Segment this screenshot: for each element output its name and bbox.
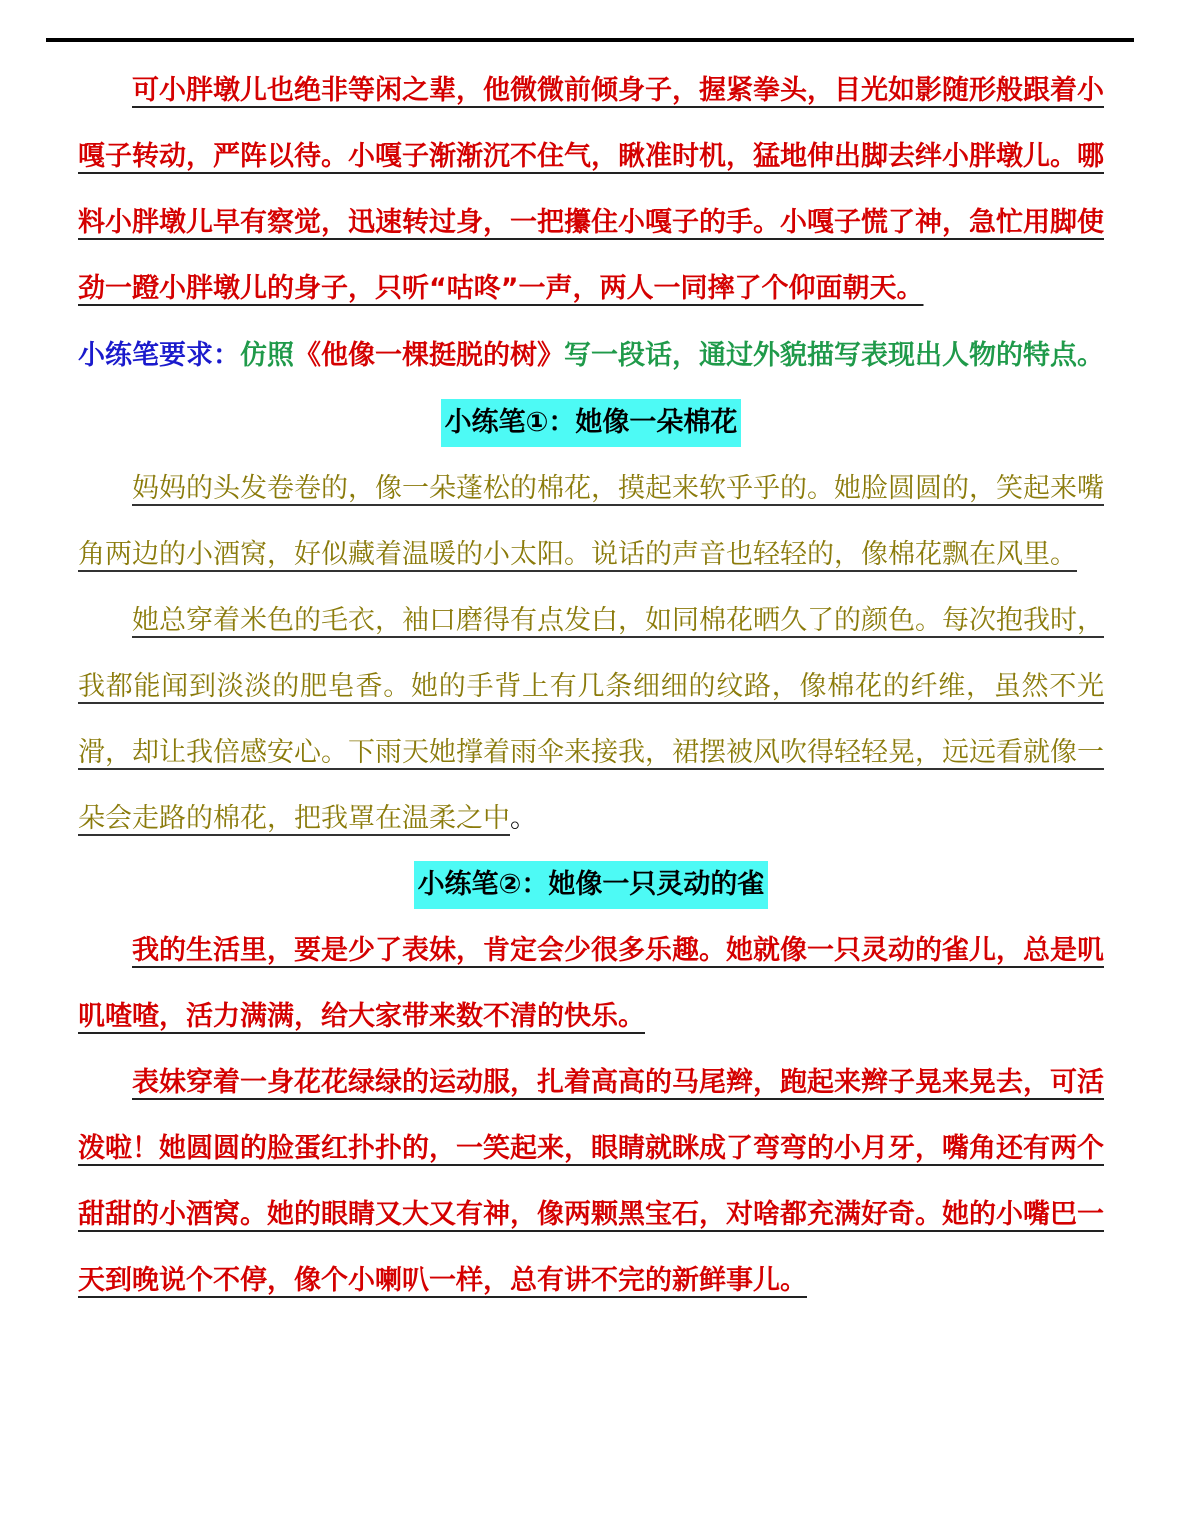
document-body bbox=[78, 58, 1104, 1314]
top-rule bbox=[46, 38, 1134, 42]
exercise2-paragraph-2-text: 表妹穿着一身花花绿绿的运动服，扎着高高的马尾辫，跑起来辫子晃来晃去，可活泼啦！她圆圆的脸蛋红扑扑的，一笑起来，眼睛就眯成了弯弯的小月牙，嘴角还有两个甜甜的小酒窝。她的眼睛又大又有神，像两颗黑宝石，对啥都充满好奇。她的小嘴巴一天到晚说个不停，像个小喇叭一样，总有讲不完的新鲜事儿。 bbox=[78, 1067, 1104, 1296]
exercise1-paragraph-2 bbox=[78, 588, 1104, 852]
exercise2-heading: 小练笔②：她像一只灵动的雀 bbox=[414, 861, 769, 909]
exercise1-paragraph-2-end: 。 bbox=[510, 803, 537, 834]
writing-requirement bbox=[78, 322, 1104, 390]
exercise1-paragraph-1-text: 妈妈的头发卷卷的，像一朵蓬松的棉花，摸起来软乎乎的。她脸圆圆的，笑起来嘴角两边的小酒窝，好似藏着温暖的小太阳。说话的声音也轻轻的，像棉花飘在风里。 bbox=[78, 473, 1104, 570]
intro-paragraph-text: 可小胖墩儿也绝非等闲之辈，他微微前倾身子，握紧拳头，目光如影随形般跟着小嘎子转动，严阵以待。小嘎子渐渐沉不住气，瞅准时机，猛地伸出脚去绊小胖墩儿。哪料小胖墩儿早有察觉，迅速转过身，一把攥住小嘎子的手。小嘎子慌了神，急忙用脚使劲一蹬小胖墩儿的身子，只听“咕咚”一声，两人一同摔了个仰面朝天。 bbox=[78, 75, 1104, 304]
exercise1-paragraph-2-text: 她总穿着米色的毛衣，袖口磨得有点发白，如同棉花晒久了的颜色。每次抱我时，我都能闻到淡淡的肥皂香。她的手背上有几条细细的纹路，像棉花的纤维，虽然不光滑，却让我倍感安心。下雨天她撑着雨伞来接我，裙摆被风吹得轻轻晃，远远看就像一朵会走路的棉花，把我罩在温柔之中 bbox=[78, 605, 1104, 834]
exercise2-heading-wrap bbox=[78, 852, 1104, 918]
exercise1-heading-wrap bbox=[78, 390, 1104, 456]
requirement-prefix: 仿照 bbox=[240, 340, 294, 371]
exercise2-paragraph-2 bbox=[78, 1050, 1104, 1314]
intro-paragraph bbox=[78, 58, 1104, 322]
exercise2-paragraph-1-text: 我的生活里，要是少了表妹，肯定会少很多乐趣。她就像一只灵动的雀儿，总是叽叽喳喳，活力满满，给大家带来数不清的快乐。 bbox=[78, 935, 1104, 1032]
exercise1-paragraph-1 bbox=[78, 456, 1104, 588]
requirement-label: 小练笔要求： bbox=[78, 340, 240, 371]
requirement-suffix: 写一段话，通过外貌描写表现出人物的特点。 bbox=[564, 340, 1104, 371]
exercise1-heading: 小练笔①：她像一朵棉花 bbox=[441, 399, 742, 447]
exercise2-paragraph-1 bbox=[78, 918, 1104, 1050]
requirement-title: 《他像一棵挺脱的树》 bbox=[294, 340, 564, 371]
